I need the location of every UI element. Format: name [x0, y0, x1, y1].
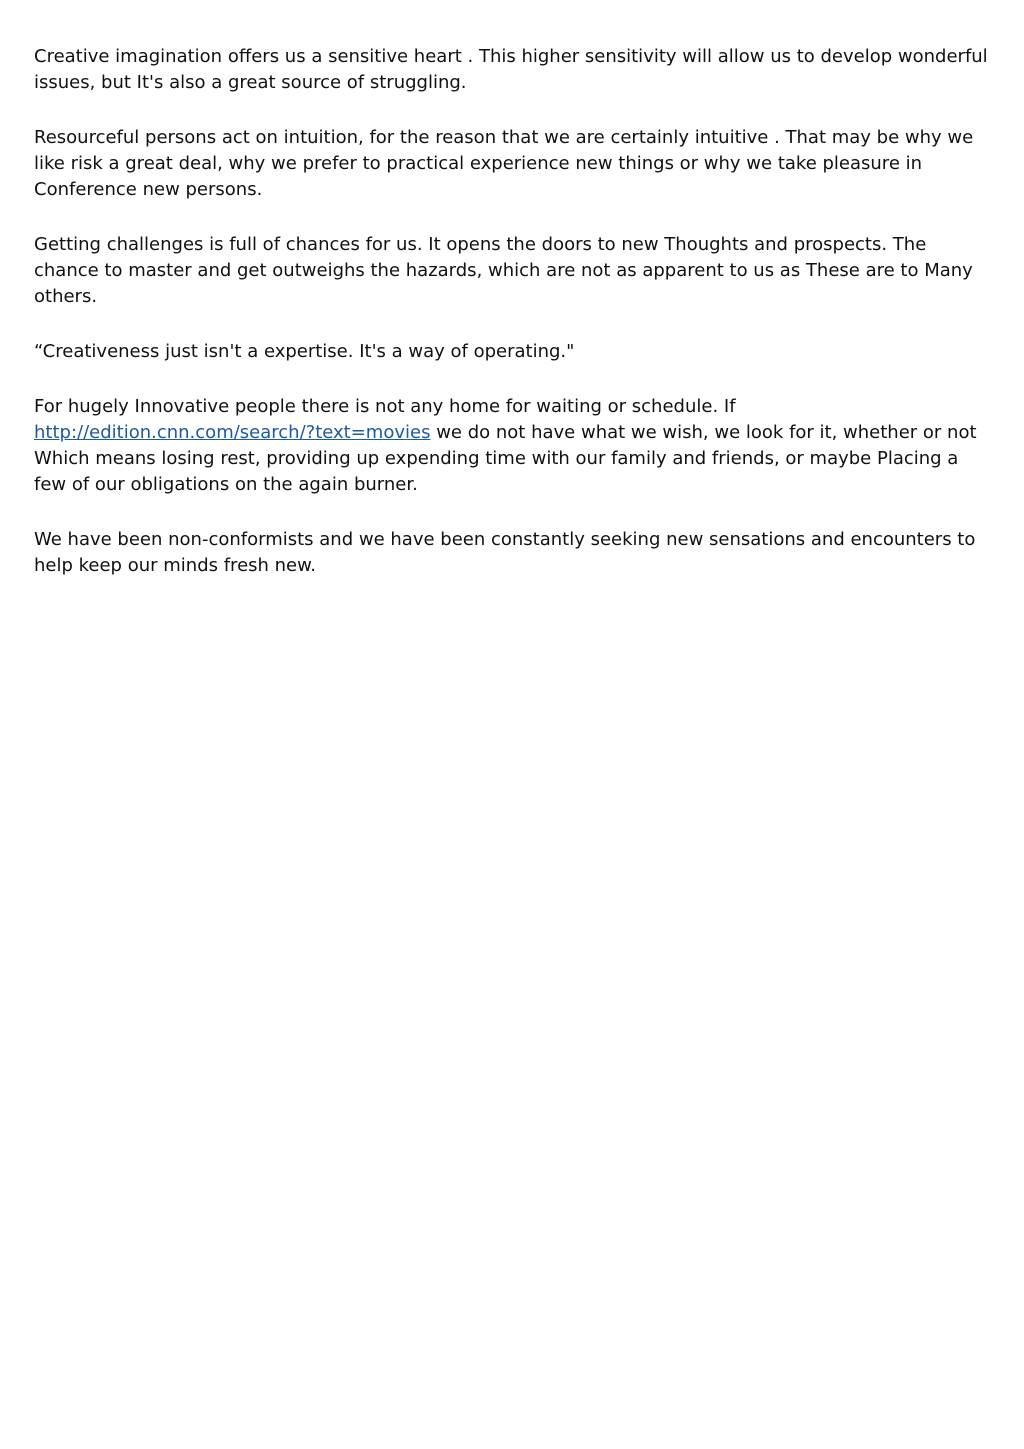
paragraph-6: We have been non-conformists and we have been constantly seeking new sensations and encounters to help keep our minds fresh new.	[34, 529, 976, 576]
paragraph-4-quote: “Creativeness just isn't a expertise. It's a way of operating."	[34, 341, 575, 362]
paragraph-5-before-link: For hugely Innovative people there is not any home for waiting or schedule. If	[34, 396, 736, 417]
cnn-movies-link[interactable]: http://edition.cnn.com/search/?text=movies	[34, 422, 431, 443]
paragraph-5-after-link: we do not have what we wish, we look for it, whether or not Which means losing rest, providing up expending time with our family and friends, or maybe Placing a few of our obligations on the again burner.	[34, 422, 977, 495]
paragraph-1: Creative imagination offers us a sensitive heart . This higher sensitivity will allow us to develop wonderful issues, but It's also a great source of struggling.	[34, 46, 988, 93]
paragraph-3: Getting challenges is full of chances for us. It opens the doors to new Thoughts and prospects. The chance to master and get outweighs the hazards, which are not as apparent to us as These are to Many others.	[34, 234, 973, 307]
paragraph-2: Resourceful persons act on intuition, for the reason that we are certainly intuitive . That may be why we like risk a great deal, why we prefer to practical experience new things or why we take pleasure in Conference new persons.	[34, 127, 974, 200]
document-body	[34, 44, 994, 608]
paragraph-5	[34, 394, 994, 498]
